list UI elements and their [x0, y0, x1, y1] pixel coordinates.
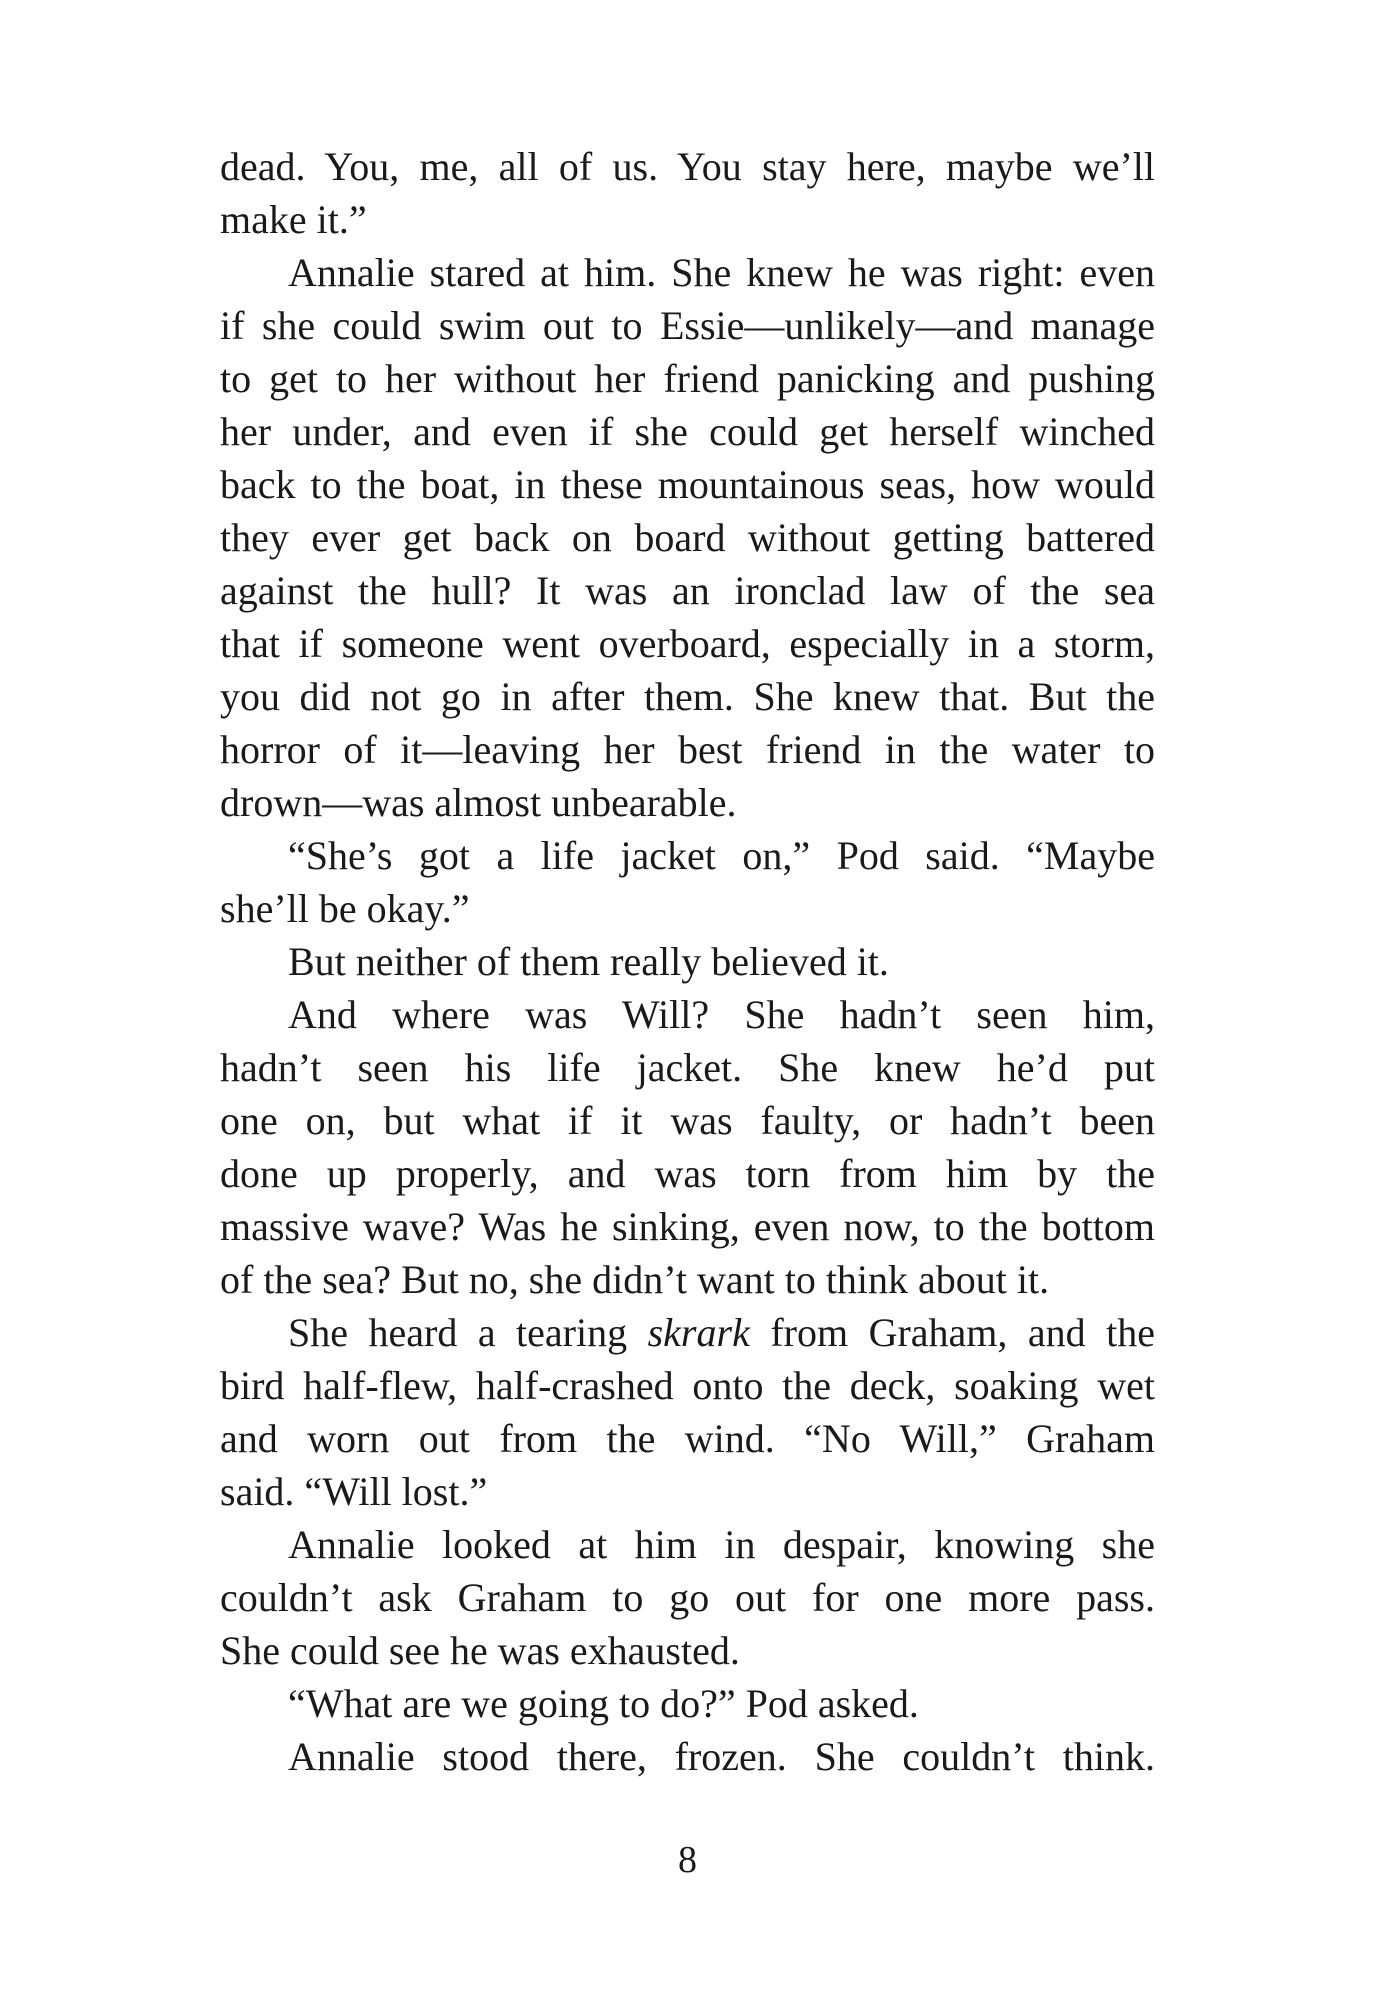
text-line: couldn’t ask Graham to go out for one more pass.: [220, 1575, 1155, 1620]
text-line: make it.”: [220, 197, 367, 242]
text-line: she’ll be okay.”: [220, 886, 470, 931]
text-line: of the sea? But no, she didn’t want to think about it.: [220, 1257, 1050, 1302]
text-line: horror of it—leaving her best friend in the water to: [220, 727, 1155, 772]
text-line: hadn’t seen his life jacket. She knew he’d put: [220, 1045, 1155, 1090]
text-line: She could see he was exhausted.: [220, 1628, 740, 1673]
text-line: done up properly, and was torn from him by the: [220, 1151, 1155, 1196]
text-line: against the hull? It was an ironclad law of the sea: [220, 568, 1155, 613]
text-line: one on, but what if it was faulty, or hadn’t been: [220, 1098, 1155, 1143]
text-line: dead. You, me, all of us. You stay here, maybe we’ll: [220, 144, 1155, 189]
text-line: Annalie looked at him in despair, knowing she: [288, 1522, 1155, 1567]
text-line: Annalie stood there, frozen. She couldn’t think.: [288, 1734, 1155, 1779]
text-line: back to the boat, in these mountainous seas, how would: [220, 462, 1155, 507]
text-line: massive wave? Was he sinking, even now, to the bottom: [220, 1204, 1155, 1249]
text-line: bird half-flew, half-crashed onto the deck, soaking wet: [220, 1363, 1155, 1408]
page-number: 8: [678, 1839, 697, 1881]
text-line: they ever get back on board without getting battered: [220, 515, 1155, 560]
text-line: And where was Will? She hadn’t seen him,: [288, 992, 1155, 1037]
text-line: “What are we going to do?” Pod asked.: [288, 1681, 919, 1726]
text-line: drown—was almost unbearable.: [220, 780, 737, 825]
text-line: her under, and even if she could get herself winched: [220, 409, 1155, 454]
text-line: said. “Will lost.”: [220, 1469, 488, 1514]
text-line: Annalie stared at him. She knew he was right: even: [288, 250, 1155, 295]
text-line: But neither of them really believed it.: [288, 939, 889, 984]
italic-word: skrark: [647, 1310, 750, 1355]
text-line: “She’s got a life jacket on,” Pod said. “Maybe: [288, 833, 1155, 878]
text-run: She heard a tearing: [288, 1310, 648, 1355]
text-run: from Graham, and the: [749, 1310, 1155, 1355]
text-line: you did not go in after them. She knew that. But the: [220, 674, 1155, 719]
text-line: and worn out from the wind. “No Will,” Graham: [220, 1416, 1155, 1461]
text-line: if she could swim out to Essie—unlikely—and manage: [220, 303, 1155, 348]
text-line: [220, 1306, 1155, 1359]
body-text: [220, 140, 1155, 1783]
text-line: that if someone went overboard, especially in a storm,: [220, 621, 1155, 666]
text-line: to get to her without her friend panicking and pushing: [220, 356, 1155, 401]
